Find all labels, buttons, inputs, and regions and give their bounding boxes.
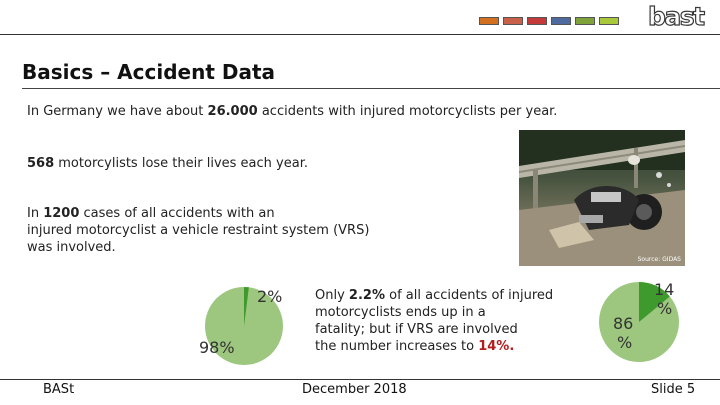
color-swatch bbox=[551, 17, 571, 25]
paragraph-text: of all accidents of injured bbox=[384, 288, 554, 303]
paragraph-accidents bbox=[27, 103, 637, 120]
paragraph-line bbox=[315, 338, 590, 355]
color-swatch bbox=[527, 17, 547, 25]
paragraph-text: In Germany we have about bbox=[27, 104, 208, 119]
footer-date: December 2018 bbox=[302, 382, 407, 397]
paragraph-line bbox=[315, 287, 590, 304]
footer-divider bbox=[0, 379, 720, 380]
fatality-rate: 2.2% bbox=[348, 288, 385, 303]
color-swatch bbox=[503, 17, 523, 25]
paragraph-vrs bbox=[27, 205, 447, 256]
color-swatch bbox=[479, 17, 499, 25]
color-bar bbox=[479, 17, 619, 25]
paragraph-line: motorcyclists ends up in a bbox=[315, 305, 486, 320]
color-swatch bbox=[599, 17, 619, 25]
pie-label-large-bottom: % bbox=[617, 333, 633, 352]
paragraph-text: accidents with injured motorcyclists per year. bbox=[257, 104, 558, 119]
accident-scene-image bbox=[519, 130, 685, 266]
paragraph-text: cases of all accidents with an bbox=[79, 206, 275, 221]
fatality-count: 568 bbox=[27, 156, 55, 171]
pie-label-small: 2% bbox=[257, 287, 283, 306]
accident-count: 26.000 bbox=[207, 104, 258, 119]
vrs-fatality-rate: 14%. bbox=[478, 339, 515, 354]
bast-logo: bast bbox=[648, 2, 704, 31]
paragraph-line: injured motorcyclist a vehicle restraint system (VRS) bbox=[27, 223, 370, 238]
vrs-fatality-text bbox=[315, 287, 590, 355]
paragraph-text: Only bbox=[315, 288, 349, 303]
paragraph-text: the number increases to bbox=[315, 339, 479, 354]
footer-organization: BASt bbox=[43, 382, 75, 397]
footer-slide-number: Slide 5 bbox=[651, 382, 696, 397]
pie-label-large: 98% bbox=[199, 338, 235, 357]
photo-credit: Source: GIDAS bbox=[637, 256, 681, 263]
paragraph-line: fatality; but if VRS are involved bbox=[315, 322, 518, 337]
slide-title: Basics – Accident Data bbox=[22, 60, 276, 84]
paragraph-line: was involved. bbox=[27, 240, 116, 255]
pie-label-small-top: 14 bbox=[654, 280, 675, 299]
title-divider bbox=[22, 88, 720, 89]
accident-photo bbox=[519, 130, 685, 266]
color-swatch bbox=[575, 17, 595, 25]
pie-label-small-bottom: % bbox=[657, 299, 673, 318]
header-divider bbox=[0, 34, 720, 35]
paragraph-line bbox=[27, 205, 447, 222]
vrs-case-count: 1200 bbox=[43, 206, 80, 221]
pie-label-large-top: 86 bbox=[613, 314, 634, 333]
paragraph-text: motorcylists lose their lives each year. bbox=[54, 156, 308, 171]
paragraph-text: In bbox=[27, 206, 44, 221]
